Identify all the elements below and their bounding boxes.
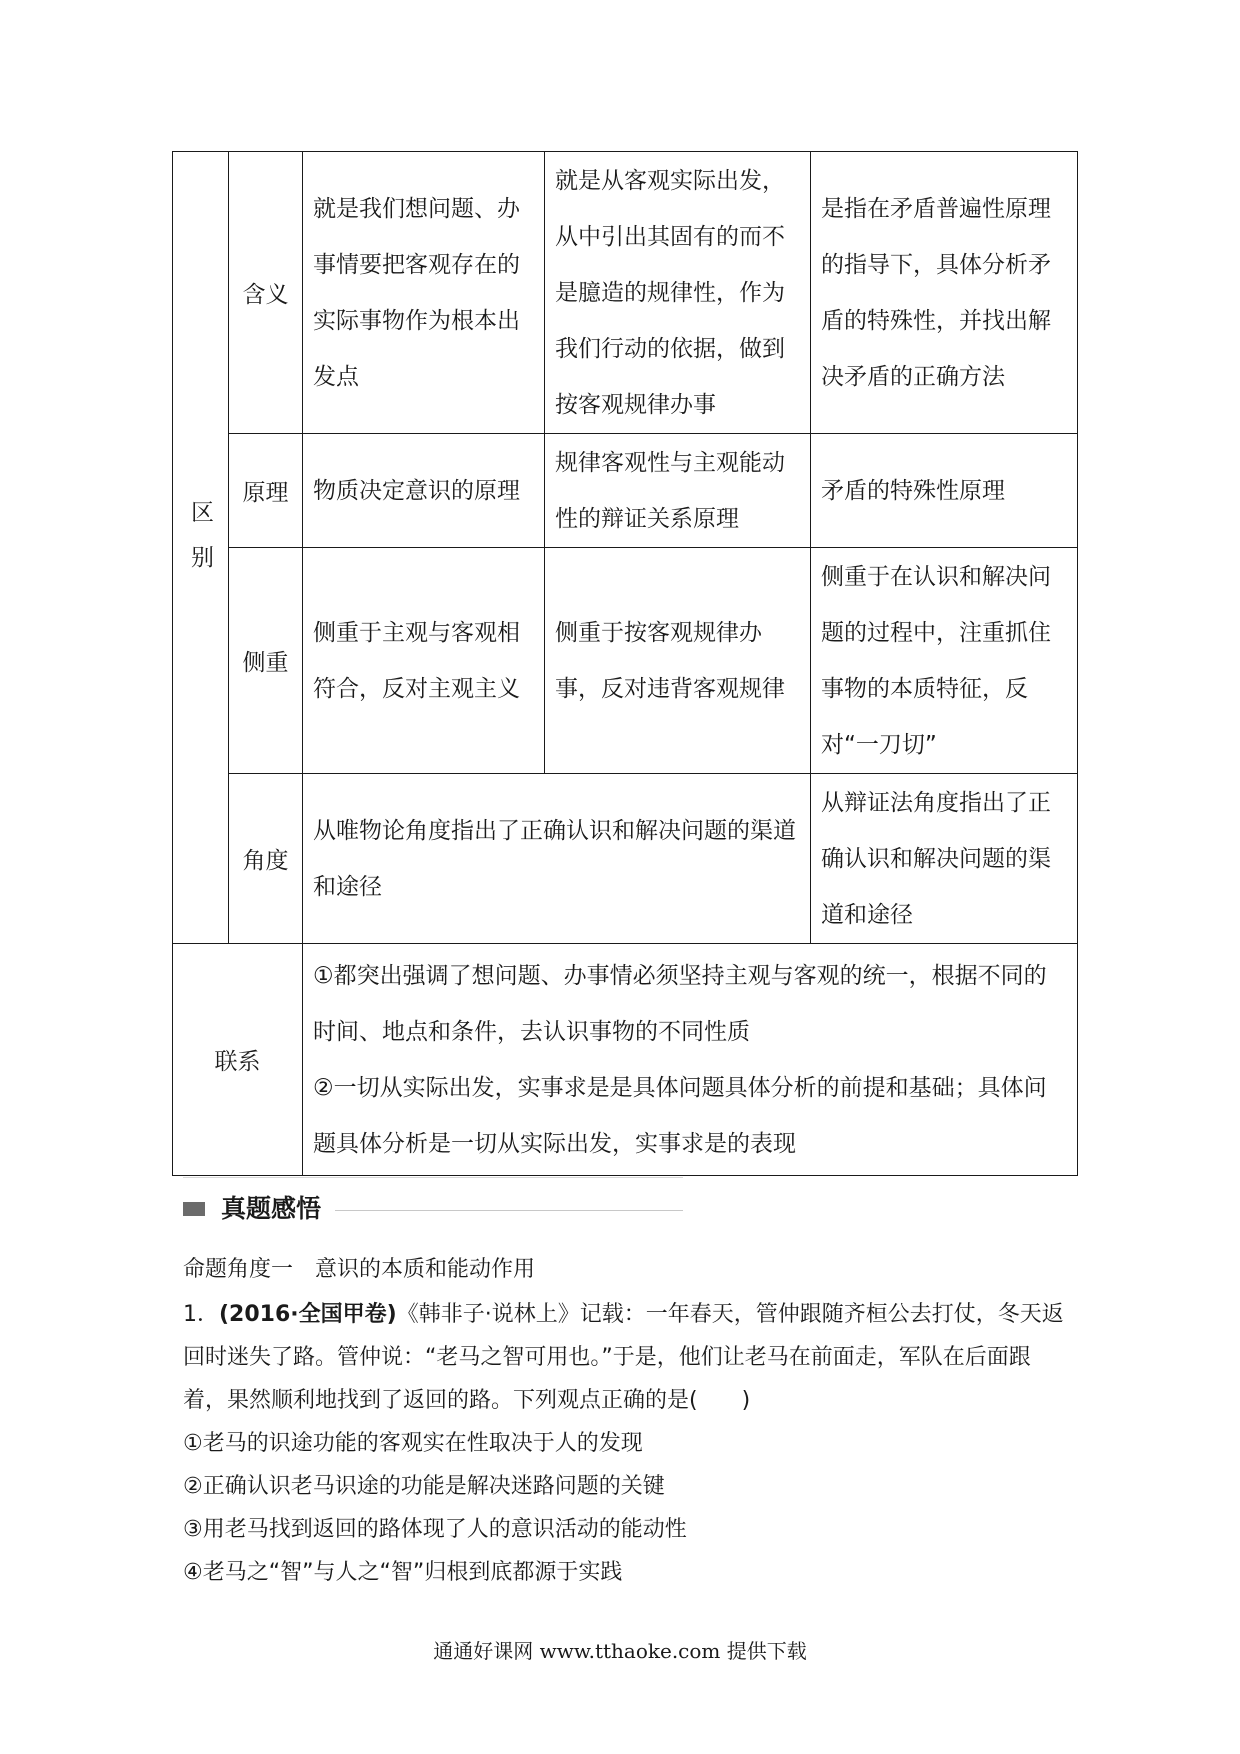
cell: 就是从客观实际出发，从中引出其固有的而不是臆造的规律性，作为我们行动的依据，做到按客观规律办事 [545, 152, 811, 434]
table-row [173, 548, 1078, 774]
option-1: ①老马的识途功能的客观实在性取决于人的发现 [183, 1431, 643, 1456]
question-1 [183, 1293, 1073, 1594]
lianxi-cell: ①都突出强调了想问题、办事情必须坚持主观与客观的统一，根据不同的时间、地点和条件，去认识事物的不同性质 ②一切从实际出发，实事求是是具体问题具体分析的前提和基础；具体问题具体分析是一切从实际出发，实事求是的表现 [303, 944, 1078, 1176]
cell: 规律客观性与主观能动性的辩证关系原理 [545, 434, 811, 548]
section-title: 真题感悟 [221, 1194, 322, 1223]
table-row [173, 774, 1078, 944]
option-4: ④老马之“智”与人之“智”归根到底都源于实践 [183, 1560, 623, 1585]
question-stem: 《韩非子·说林上》记载：一年春天，管仲跟随齐桓公去打仗，冬天返回时迷失了路。管仲说：“老马之智可用也。”于是，他们让老马在前面走，军队在后面跟着，果然顺利地找到了返回的路。下列观点正确的是( ) [183, 1302, 1064, 1413]
row-label-cezhong: 侧重 [229, 548, 303, 774]
footer-credit: 通通好课网 www.tthaoke.com 提供下载 [433, 1639, 807, 1663]
lianxi-label: 联系 [173, 944, 303, 1176]
row-label-yuanli: 原理 [229, 434, 303, 548]
cell: 侧重于在认识和解决问题的过程中，注重抓住事物的本质特征，反对“一刀切” [811, 548, 1078, 774]
question-number: 1． [183, 1302, 219, 1327]
cell: 侧重于主观与客观相符合，反对主观主义 [303, 548, 545, 774]
section-marker-icon [183, 1202, 205, 1216]
qubie-label: 区别 [187, 499, 213, 590]
comparison-table [172, 151, 1078, 1176]
table-row [173, 944, 1078, 1176]
cell: 从辩证法角度指出了正确认识和解决问题的渠道和途径 [811, 774, 1078, 944]
question-source: (2016·全国甲卷) [219, 1302, 397, 1327]
qubie-header [173, 152, 229, 944]
option-2: ②正确认识老马识途的功能是解决迷路问题的关键 [183, 1474, 665, 1499]
cell: 是指在矛盾普遍性原理的指导下，具体分析矛盾的特殊性，并找出解决矛盾的正确方法 [811, 152, 1078, 434]
table-row [173, 152, 1078, 434]
option-3: ③用老马找到返回的路体现了人的意识活动的能动性 [183, 1517, 687, 1542]
cell: 侧重于按客观规律办事，反对违背客观规律 [545, 548, 811, 774]
cell: 矛盾的特殊性原理 [811, 434, 1078, 548]
cell: 从唯物论角度指出了正确认识和解决问题的渠道和途径 [303, 774, 811, 944]
row-label-hanyi: 含义 [229, 152, 303, 434]
proposition-angle: 命题角度一 意识的本质和能动作用 [183, 1257, 536, 1282]
divider [183, 1177, 683, 1178]
cell: 就是我们想问题、办事情要把客观存在的实际事物作为根本出发点 [303, 152, 545, 434]
row-label-jiaodu: 角度 [229, 774, 303, 944]
divider [335, 1210, 683, 1211]
table-row [173, 434, 1078, 548]
section-header [183, 1190, 683, 1230]
cell: 物质决定意识的原理 [303, 434, 545, 548]
